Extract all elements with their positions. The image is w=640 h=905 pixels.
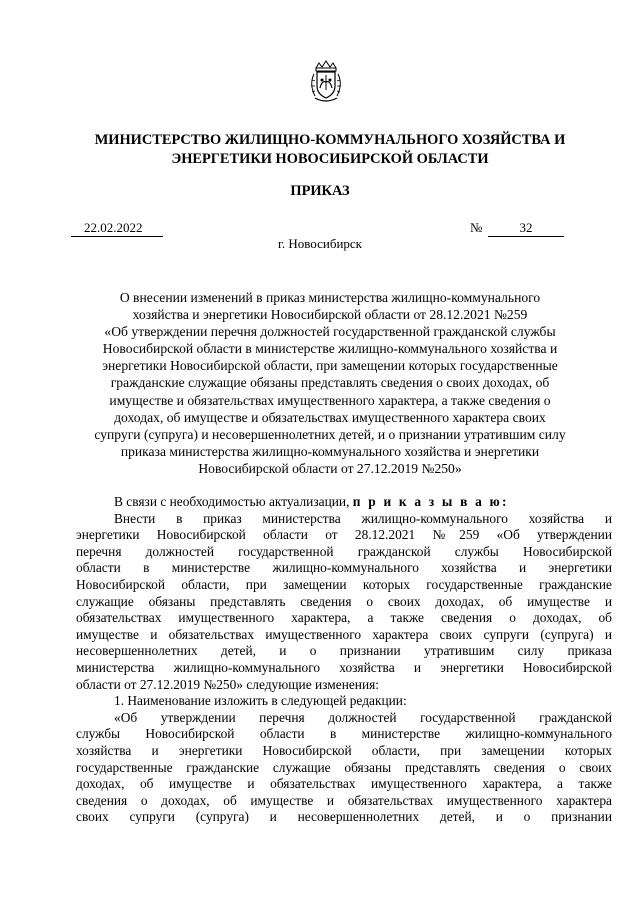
subject-line: энергетики Новосибирской области, при замещении которых государственные	[102, 358, 558, 374]
body-line: государственные гражданские служащие обязаны представлять сведения о своих	[76, 759, 612, 775]
preamble-line	[76, 494, 612, 511]
subject-line: гражданские служащие обязаны представлять сведения о своих доходах, об	[110, 375, 550, 391]
body-line: энергетики Новосибирской области от 28.12.2021 №259 «Об утверждении	[76, 527, 612, 543]
order-subject	[75, 289, 585, 477]
item-1-line: 1. Наименование изложить в следующей редакции:	[114, 693, 407, 709]
body-line: хозяйства и энергетики Новосибирской области, при замещении которых	[76, 742, 612, 758]
body-line: «Об утверждении перечня должностей государственной гражданской	[114, 709, 612, 725]
order-number: 32	[488, 219, 564, 237]
body-line: имуществе и обязательствах имущественного характера своих супруги (супруга) и	[76, 626, 612, 642]
body-line: обязательствах имущественного характера, а также сведения о доходах, об	[76, 610, 612, 626]
subject-line: Новосибирской области от 27.12.2019 №250»	[198, 460, 462, 476]
subject-line: О внесении изменений в приказ министерства жилищно-коммунального	[119, 290, 541, 305]
body-line: министерства жилищно-коммунального хозяйства и энергетики Новосибирской	[76, 659, 612, 675]
order-city: г. Новосибирск	[277, 236, 362, 251]
subject-line: «Об утверждении перечня должностей государственной гражданской службы	[104, 324, 556, 340]
ministry-name	[60, 131, 600, 169]
subject-line: имуществе и обязательствах имущественного характера, а также сведения о	[109, 392, 551, 408]
body-line: доходах, об имуществе и обязательствах имущественного характера, а также	[76, 776, 612, 792]
body-line: Внести в приказ министерства жилищно-коммунального хозяйства и	[114, 510, 612, 526]
order-number-sign: №	[470, 220, 483, 235]
body-line: своих супруги (супруга) и несовершеннолетних детей, и о признании	[76, 809, 612, 825]
body-line: службы Новосибирской области в министерстве жилищно-коммунального	[76, 726, 612, 742]
document-type-title: ПРИКАЗ	[290, 183, 350, 199]
body-line: перечня должностей государственной гражданской службы Новосибирской	[76, 543, 612, 559]
ministry-name-line-1: МИНИСТЕРСТВО ЖИЛИЩНО-КОММУНАЛЬНОГО ХОЗЯЙСТВА И	[94, 132, 566, 148]
body-line: несовершеннолетних детей, и о признании утратившим силу приказа	[76, 643, 612, 659]
body-line: Новосибирской области, при замещении которых государственные гражданские	[76, 576, 612, 592]
body-line: области в министерстве жилищно-коммунального хозяйства и энергетики	[76, 560, 612, 576]
coat-of-arms-emblem	[306, 60, 346, 104]
subject-line: приказа министерства жилищно-коммунального хозяйства и энергетики	[120, 443, 540, 459]
subject-line: доходах, об имуществе и обязательствах имущественного характера своих	[114, 409, 546, 425]
body-line: области от 27.12.2019 №250» следующие изменения:	[76, 676, 380, 692]
preamble-text: В связи с необходимостью актуализации,	[114, 494, 350, 509]
command-word: п р и к а з ы в а ю:	[352, 494, 509, 509]
body-line: служащие обязаны представлять сведения о своих доходах, об имуществе и	[76, 593, 612, 609]
order-date: 22.02.2022	[71, 219, 163, 237]
body-line: сведения о доходах, об имуществе и обязательствах имущественного характера	[76, 792, 612, 808]
ministry-name-line-2: ЭНЕРГЕТИКИ НОВОСИБИРСКОЙ ОБЛАСТИ	[171, 151, 489, 167]
subject-line: супруги (супруга) и несовершеннолетних детей, и о признании утратившим силу	[94, 426, 566, 442]
order-body	[76, 494, 612, 826]
subject-line: хозяйства и энергетики Новосибирской области от 28.12.2021 №259	[132, 307, 528, 323]
subject-line: Новосибирской области в министерстве жилищно-коммунального хозяйства и	[102, 341, 558, 357]
